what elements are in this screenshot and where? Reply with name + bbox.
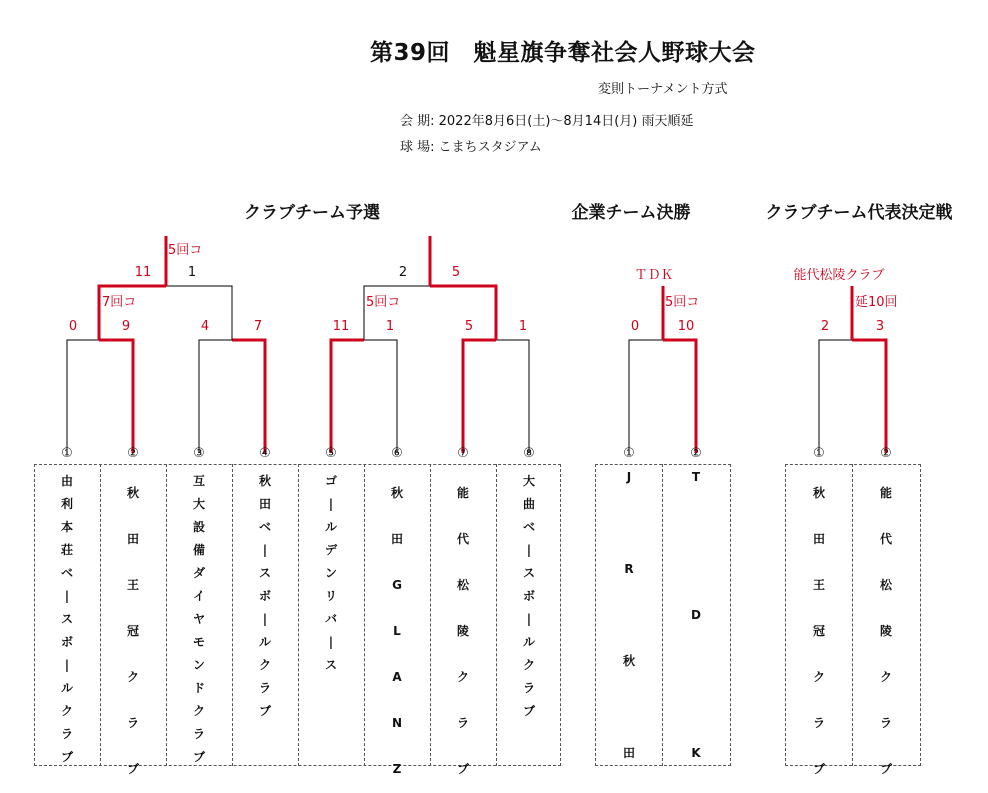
team-name-char: 冠 <box>126 624 139 638</box>
team-name-char: 陵 <box>879 624 892 638</box>
seed-number: ⑧ <box>523 446 535 461</box>
score: 11 <box>332 319 350 334</box>
loser-line <box>199 340 232 453</box>
score: 10 <box>677 319 695 334</box>
score: 1 <box>385 319 395 334</box>
team-name-char: イ <box>192 589 205 603</box>
team-name-char: ベ <box>60 566 73 580</box>
team-name-char: ラ <box>522 681 535 695</box>
club-rep-lines <box>819 286 886 453</box>
winner-line <box>463 340 496 453</box>
score: 2 <box>820 319 830 334</box>
team-name-char: | <box>328 497 334 511</box>
team-name-char: 設 <box>192 520 205 534</box>
team-name-char: G <box>392 578 402 592</box>
club-rep-winner: 能代松陵クラブ <box>793 268 885 283</box>
team-name-char: D <box>691 608 701 622</box>
team-name-char: 備 <box>192 543 205 557</box>
team-name-char: ブ <box>522 704 535 718</box>
event-venue: 球 場: こまちスタジアム <box>400 140 542 155</box>
club-r2-game2-lines <box>364 236 496 340</box>
club-r1-game4-lines <box>463 340 529 453</box>
team-name-char: ク <box>812 670 825 684</box>
seed-number: ① <box>623 446 635 461</box>
team-name-char: ブ <box>192 750 205 764</box>
team-name-char: 王 <box>126 578 139 592</box>
team-name-char: ブ <box>258 704 271 718</box>
team-name-char: ク <box>258 658 271 672</box>
score: 2 <box>398 265 408 280</box>
team-name-char: 田 <box>126 532 139 546</box>
seed-number: ① <box>61 446 73 461</box>
score: 7 <box>253 319 263 334</box>
team-name-char: ブ <box>60 750 73 764</box>
team-name-char: ク <box>192 704 205 718</box>
score: 0 <box>68 319 78 334</box>
team-name-char: 曲 <box>522 497 535 511</box>
corporate-final-heading: 企業チーム決勝 <box>571 203 691 223</box>
team-name <box>364 470 430 792</box>
team-name-char: 陵 <box>456 624 469 638</box>
team-name-char: ス <box>522 566 535 580</box>
team-name-char: デ <box>324 543 337 557</box>
team-name-char: ブ <box>126 762 139 776</box>
corporate-winner: ＴＤＫ <box>634 268 674 283</box>
team-name-char: バ <box>324 612 337 626</box>
winner-line <box>852 340 886 453</box>
score: 11 <box>134 265 152 280</box>
team-name <box>100 470 166 792</box>
loser-line <box>67 340 99 453</box>
team-name-char: 松 <box>879 578 892 592</box>
team-name-char: 能 <box>879 486 892 500</box>
seed-number: ④ <box>259 446 271 461</box>
winner-line <box>430 286 496 340</box>
team-name-char: 冠 <box>812 624 825 638</box>
seed-number: ⑦ <box>457 446 469 461</box>
team-name-char: 田 <box>258 497 271 511</box>
team-name-char: ン <box>192 658 205 672</box>
score: 0 <box>630 319 640 334</box>
team-name-char: ボ <box>522 589 535 603</box>
team-name-char: 秋 <box>126 486 139 500</box>
team-name-char: 互 <box>192 474 205 488</box>
team-name-char: 松 <box>456 578 469 592</box>
winner-line <box>331 340 364 453</box>
team-name <box>786 470 852 792</box>
team-name-char: T <box>691 470 701 484</box>
team-name-char: ブ <box>456 762 469 776</box>
team-name-char: ゴ <box>324 474 337 488</box>
club-r1-game1-note: 7回コ <box>102 295 137 310</box>
club-rep-note: 延10回 <box>855 295 898 310</box>
team-name-char: ブ <box>812 762 825 776</box>
club-r1-game3-lines <box>331 340 397 453</box>
team-name-char: ラ <box>258 681 271 695</box>
team-name <box>298 470 364 677</box>
team-name-char: | <box>262 543 268 557</box>
team-name-char: 由 <box>60 474 73 488</box>
team-name-char: 能 <box>456 486 469 500</box>
team-name-char: 王 <box>812 578 825 592</box>
team-name-char: ク <box>522 658 535 672</box>
team-name-char: Z <box>392 762 402 776</box>
score: 1 <box>187 265 197 280</box>
team-name-char: 大 <box>522 474 535 488</box>
team-name-char: L <box>393 624 401 638</box>
seed-number: ② <box>880 446 892 461</box>
page-title: 第39回 魁星旗争奪社会人野球大会 <box>370 40 756 66</box>
team-name-char: J <box>626 470 632 484</box>
team-name-char: ラ <box>126 716 139 730</box>
event-period: 会 期: 2022年8月6日(土)～8月14日(月) 雨天順延 <box>400 114 694 129</box>
team-name-char: ル <box>60 681 73 695</box>
seed-number: ② <box>690 446 702 461</box>
team-name-char: | <box>64 658 70 672</box>
team-name-char: ベ <box>258 520 271 534</box>
club-rep-heading: クラブチーム代表決定戦 <box>765 203 953 223</box>
team-name-char: リ <box>324 589 337 603</box>
team-name-char: | <box>526 612 532 626</box>
team-name-char: N <box>391 716 403 730</box>
score: 4 <box>200 319 210 334</box>
loser-line <box>496 340 529 453</box>
club-r2-game1-lines <box>99 236 232 340</box>
team-name-char: ラ <box>60 727 73 741</box>
team-name-char: 田 <box>390 532 403 546</box>
team-name-char: A <box>392 670 402 684</box>
team-name-char: R <box>624 562 634 576</box>
loser-line <box>364 340 397 453</box>
score: 3 <box>875 319 885 334</box>
team-name-char: ボ <box>258 589 271 603</box>
winner-line <box>232 340 265 453</box>
team-name-char: ド <box>192 681 205 695</box>
club-r1-game2-lines <box>199 340 265 453</box>
club-qualifier-heading: クラブチーム予選 <box>244 203 380 223</box>
club-r2-game2-note: 5回コ <box>366 295 401 310</box>
team-name <box>166 470 232 769</box>
score: 5 <box>451 265 461 280</box>
team-name-char: 田 <box>622 746 635 760</box>
team-name-char: | <box>328 635 334 649</box>
loser-line <box>166 286 232 340</box>
team-name <box>496 470 562 723</box>
team-name-char: ン <box>324 566 337 580</box>
team-name <box>853 470 919 792</box>
team-name-char: ス <box>60 612 73 626</box>
team-name-char: ダ <box>192 566 205 580</box>
team-name-char: ベ <box>522 520 535 534</box>
team-name-char: ラ <box>812 716 825 730</box>
score: 5 <box>464 319 474 334</box>
score: 1 <box>518 319 528 334</box>
team-name <box>34 470 100 769</box>
team-name-char: 代 <box>456 532 469 546</box>
winner-line <box>663 340 696 453</box>
team-name-char: ラ <box>879 716 892 730</box>
team-name-char: ラ <box>192 727 205 741</box>
team-name-char: ク <box>879 670 892 684</box>
team-name-char: ヤ <box>192 612 205 626</box>
seed-number: ③ <box>193 446 205 461</box>
team-name-char: ラ <box>456 716 469 730</box>
team-name <box>430 470 496 792</box>
club-r1-game1-lines <box>67 340 133 453</box>
corporate-final-note: 5回コ <box>665 295 700 310</box>
team-name-char: 荘 <box>60 543 73 557</box>
seed-number: ① <box>813 446 825 461</box>
team-name-char: ス <box>324 658 337 672</box>
seed-number: ⑤ <box>325 446 337 461</box>
team-name-char: 秋 <box>390 486 403 500</box>
loser-line <box>819 340 852 453</box>
team-name <box>663 470 729 760</box>
team-name-char: ク <box>60 704 73 718</box>
team-name-char: ス <box>258 566 271 580</box>
team-name-char: 代 <box>879 532 892 546</box>
score: 9 <box>121 319 131 334</box>
corporate-final-lines <box>629 286 696 453</box>
team-name-char: モ <box>192 635 205 649</box>
club-r2-game1-note: 5回コ <box>168 243 203 258</box>
winner-line <box>99 340 133 453</box>
team-name-char: 秋 <box>622 654 635 668</box>
seed-number: ⑥ <box>391 446 403 461</box>
team-name-char: 秋 <box>258 474 271 488</box>
team-name-char: | <box>262 612 268 626</box>
team-name-char: | <box>64 589 70 603</box>
team-name-char: 大 <box>192 497 205 511</box>
team-name-char: ル <box>324 520 337 534</box>
team-name-char: ブ <box>879 762 892 776</box>
team-name <box>596 470 662 760</box>
team-name-char: ボ <box>60 635 73 649</box>
team-name-char: 田 <box>812 532 825 546</box>
team-name-char: 利 <box>60 497 73 511</box>
team-name-char: ル <box>258 635 271 649</box>
team-name <box>232 470 298 723</box>
team-name-char: K <box>691 746 701 760</box>
tournament-format: 変則トーナメント方式 <box>598 82 728 97</box>
team-name-char: | <box>526 543 532 557</box>
team-name-char: ク <box>456 670 469 684</box>
seed-number: ② <box>127 446 139 461</box>
team-name-char: ル <box>522 635 535 649</box>
loser-line <box>629 340 663 453</box>
team-name-char: 本 <box>60 520 73 534</box>
team-name-char: ク <box>126 670 139 684</box>
team-name-char: 秋 <box>812 486 825 500</box>
